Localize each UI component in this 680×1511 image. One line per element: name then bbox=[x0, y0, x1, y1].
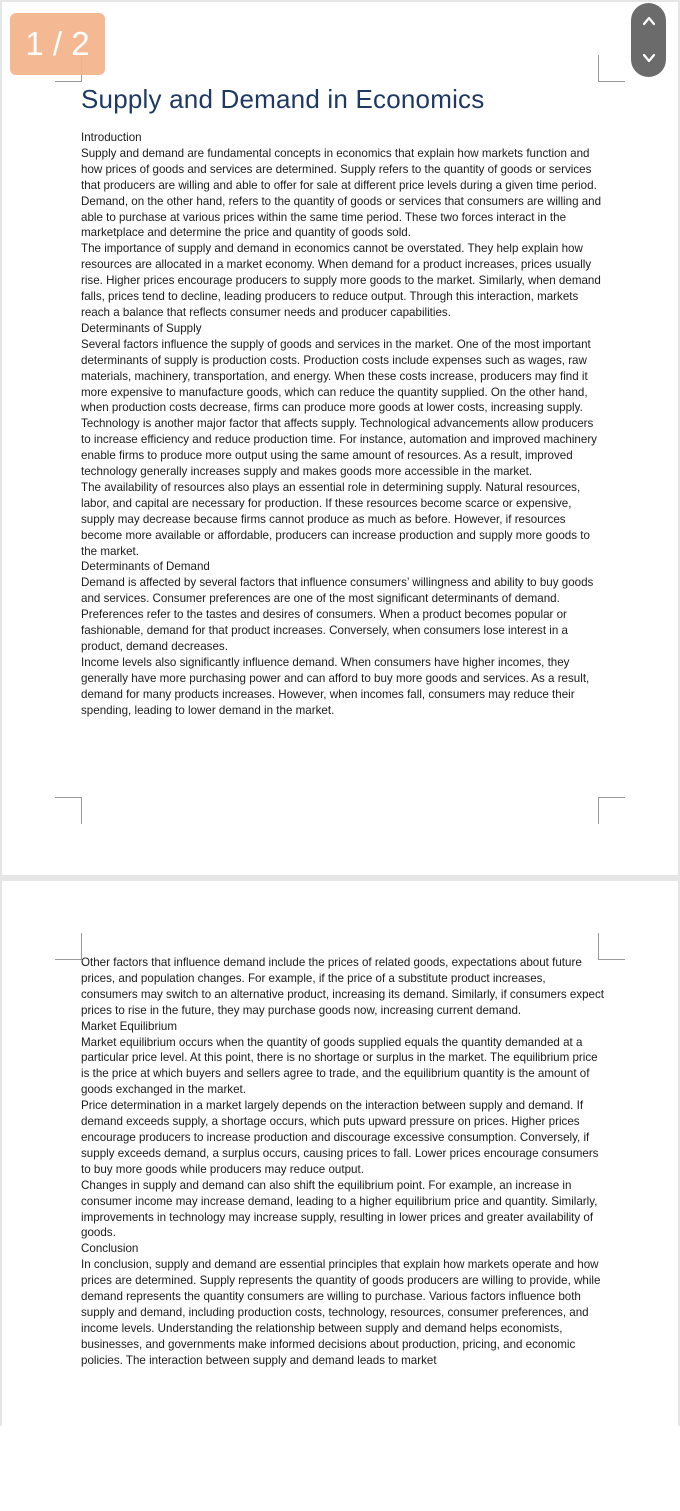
document-page-2 bbox=[2, 881, 678, 1426]
section-heading-market-equilibrium: Market Equilibrium bbox=[81, 1019, 177, 1033]
body-paragraph: The importance of supply and demand in economics cannot be overstated. They help explain how resources are allocated in a market economy. When demand for a product increases, prices usually rise. Higher prices encourage producers to supply more goods to the market. Similarly, when demand falls, prices tend to decline, leading producers to reduce output. Through this interaction, markets reach a balance that reflects consumer needs and producer capabilities. bbox=[81, 242, 601, 319]
chevron-up-icon bbox=[631, 14, 666, 28]
body-paragraph: Market equilibrium occurs when the quantity of goods supplied equals the quantity demanded at a particular price level. At this point, there is no shortage or surplus in the market. The equilibrium price is the price at which buyers and sellers agree to trade, and the equilibrium quantity is the amount of goods exchanged in the market. bbox=[81, 1035, 598, 1097]
body-paragraph: Income levels also significantly influence demand. When consumers have higher incomes, they generally have more purchasing power and can afford to buy more goods and services. As a result, demand for many products increases. However, when incomes fall, consumers may reduce their spending, leading to lower demand in the market. bbox=[81, 655, 590, 717]
margin-marker-top-left bbox=[55, 933, 82, 960]
document-title: Supply and Demand in Economics bbox=[81, 84, 485, 114]
body-paragraph: Supply and demand are fundamental concepts in economics that explain how markets function and how prices of goods and services are determined. Supply refers to the quantity of goods or services that producers are willing and able to offer for sale at different price levels during a given time period. Demand, on the other hand, refers to the quantity of goods or services that consumers are willing and able to purchase at various prices within the same time period. These two forces interact in the marketplace and determine the price and quantity of goods sold. bbox=[81, 146, 602, 240]
next-page-button[interactable] bbox=[631, 40, 666, 77]
previous-page-button[interactable] bbox=[631, 3, 666, 40]
body-paragraph: Other factors that influence demand include the prices of related goods, expectations about future prices, and population changes. For example, if the price of a substitute product increases, consumers may switch to an alternative product, increasing its demand. Similarly, if consumers expect prices to rise in the future, they may purchase goods now, increasing current demand. bbox=[81, 956, 605, 1017]
section-heading-determinants-of-supply: Determinants of Supply bbox=[81, 321, 202, 335]
page-indicator-badge: 1 / 2 bbox=[10, 13, 105, 75]
viewer-bottom-area bbox=[0, 1426, 680, 1511]
body-paragraph: In conclusion, supply and demand are essential principles that explain how markets operate and how prices are determined. Supply represents the quantity of goods producers are willing to provide, while demand represents the quantity consumers are willing to purchase. Various factors influence both supply and demand, including production costs, technology, resources, consumer preferences, and income levels. Understanding the relationship between supply and demand helps economists, businesses, and governments make informed decisions about production, pricing, and economic policies. The interaction between supply and demand leads to market bbox=[81, 1258, 601, 1367]
section-heading-introduction: Introduction bbox=[81, 131, 142, 144]
body-paragraph: Several factors influence the supply of goods and services in the market. One of the most important determinants of supply is production costs. Production costs include expenses such as wages, raw materials, machinery, transportation, and energy. When these costs increase, producers may find it more expensive to manufacture goods, which can reduce the quantity supplied. On the other hand, when production costs decrease, firms can produce more goods at lower costs, increasing supply. bbox=[81, 337, 591, 415]
margin-marker-bottom-right bbox=[598, 797, 625, 824]
section-heading-determinants-of-demand: Determinants of Demand bbox=[81, 560, 210, 574]
body-paragraph: Technology is another major factor that affects supply. Technological advancements allow producers to increase efficiency and reduce production time. For instance, automation and improved machinery enable firms to produce more output using the same amount of resources. As a result, improved technology generally increases supply and makes goods more accessible in the market. bbox=[81, 417, 597, 479]
page-1-body bbox=[81, 130, 605, 719]
document-page-1 bbox=[2, 2, 678, 875]
margin-marker-top-right bbox=[598, 55, 625, 82]
body-paragraph: Changes in supply and demand can also shift the equilibrium point. For example, an increase in consumer income may increase demand, leading to a higher equilibrium price and quantity. Similarly, improvements in technology may increase supply, resulting in lower prices and greater availability of goods. bbox=[81, 1178, 598, 1240]
section-heading-conclusion: Conclusion bbox=[81, 1242, 139, 1256]
body-paragraph: The availability of resources also plays an essential role in determining supply. Natural resources, labor, and capital are necessary for production. If these resources become scarce or expensive, supply may decrease because firms cannot produce as much as before. However, if resources become more available or affordable, producers can increase production and supply more goods to the market. bbox=[81, 480, 590, 558]
body-paragraph: Price determination in a market largely depends on the interaction between supply and demand. If demand exceeds supply, a shortage occurs, which puts upward pressure on prices. Higher prices encourage producers to increase production and discourage excessive consumption. Conversely, if supply exceeds demand, a surplus occurs, causing prices to fall. Lower prices encourage consumers to buy more goods while producers may reduce output. bbox=[81, 1099, 599, 1176]
page-navigation-control bbox=[631, 3, 666, 77]
page-2-body bbox=[81, 955, 605, 1369]
margin-marker-bottom-left bbox=[55, 797, 82, 824]
chevron-down-icon bbox=[631, 51, 666, 65]
body-paragraph: Demand is affected by several factors that influence consumers’ willingness and ability to buy goods and services. Consumer preferences are one of the most significant determinants of demand. Preferences refer to the tastes and desires of consumers. When a product becomes popular or fashionable, demand for that product increases. Conversely, when consumers lose interest in a product, demand decreases. bbox=[81, 576, 594, 653]
